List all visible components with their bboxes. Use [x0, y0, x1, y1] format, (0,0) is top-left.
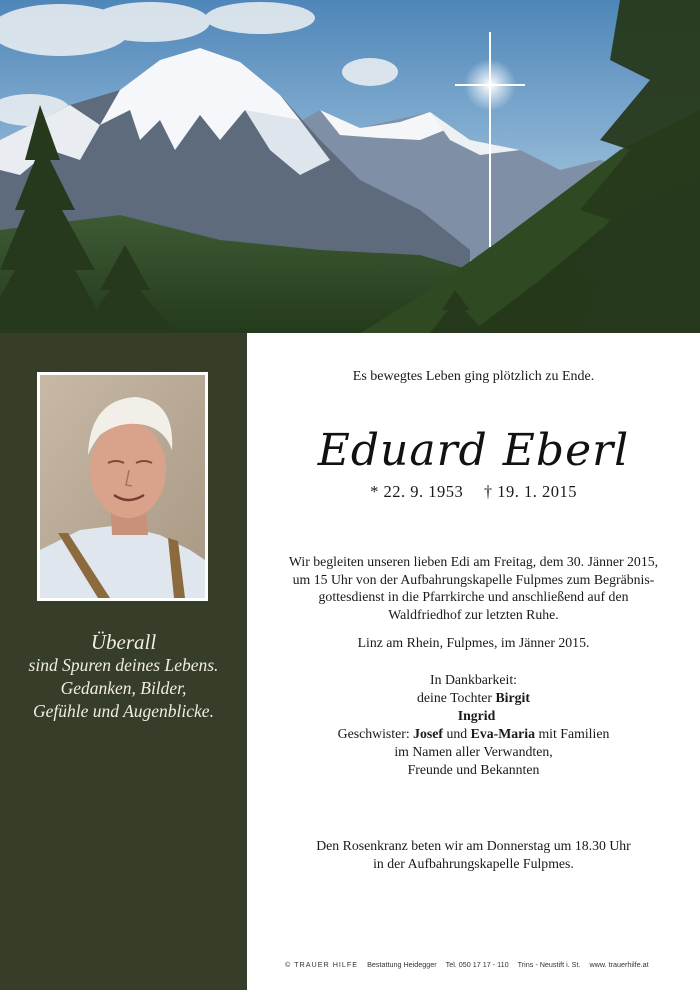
friends-line: Freunde und Bekannten	[407, 762, 540, 777]
undertaker-name: Bestattung Heidegger	[367, 960, 437, 969]
address: Trins - Neustift i. St.	[517, 960, 581, 969]
sidebar-panel	[0, 333, 247, 990]
death-date: † 19. 1. 2015	[483, 482, 577, 501]
funeral-line: Waldfriedhof zur letzten Ruhe.	[388, 606, 559, 622]
second-name: Ingrid	[457, 708, 496, 723]
mourners-list	[247, 671, 700, 779]
quote-line-3: Gedanken, Bilder,	[60, 678, 187, 698]
daughter-name: Birgit	[495, 690, 530, 705]
rosary-line: in der Aufbahrungskapelle Fulpmes.	[373, 856, 574, 871]
header-landscape-image	[0, 0, 700, 333]
memorial-quote	[0, 631, 247, 723]
funeral-line: Wir begleiten unseren lieben Edi am Freitag, dem 30. Jänner 2015,	[288, 554, 659, 569]
portrait-photo	[37, 372, 208, 601]
and-word: und	[446, 726, 468, 741]
gratitude-heading: In Dankbarkeit:	[430, 672, 517, 687]
intro-line: Es bewegtes Leben ging plötzlich zu Ende.	[352, 369, 595, 384]
siblings-prefix: Geschwister:	[337, 726, 410, 741]
sibling-name: Josef	[413, 726, 444, 741]
place-and-date: Linz am Rhein, Fulpmes, im Jänner 2015.	[357, 635, 590, 650]
quote-line-2: sind Spuren deines Lebens.	[28, 655, 219, 675]
phone-number: Tel. 050 17 17 - 110	[445, 960, 509, 969]
website-link[interactable]: www. trauerhilfe.at	[589, 960, 649, 969]
quote-line-1: Überall	[90, 630, 157, 654]
funeral-details	[247, 553, 700, 623]
siblings-suffix: mit Familien	[538, 726, 610, 741]
brand-logo: © TRAUER HILFE	[285, 960, 359, 969]
footer-credits	[285, 960, 700, 969]
deceased-name: Eduard Eberl	[317, 425, 630, 476]
sibling-name: Eva-Maria	[470, 726, 535, 741]
life-dates	[247, 482, 700, 502]
obituary-notice	[247, 333, 700, 990]
second-daughter-line	[247, 707, 700, 725]
daughter-line	[247, 689, 700, 707]
daughter-prefix: deine Tochter	[417, 690, 493, 705]
funeral-line: um 15 Uhr von der Aufbahrungskapelle Fulpmes zum Begräbnis-	[292, 571, 655, 587]
funeral-line: gottesdienst in die Pfarrkirche und anschließend auf den	[318, 589, 629, 604]
siblings-line	[247, 725, 700, 743]
rosary-line: Den Rosenkranz beten wir am Donnerstag um 18.30 Uhr	[316, 838, 631, 853]
quote-line-4: Gefühle und Augenblicke.	[33, 701, 214, 721]
rosary-info	[247, 837, 700, 873]
relatives-line: im Namen aller Verwandten,	[394, 744, 553, 759]
birth-date: * 22. 9. 1953	[370, 482, 464, 501]
